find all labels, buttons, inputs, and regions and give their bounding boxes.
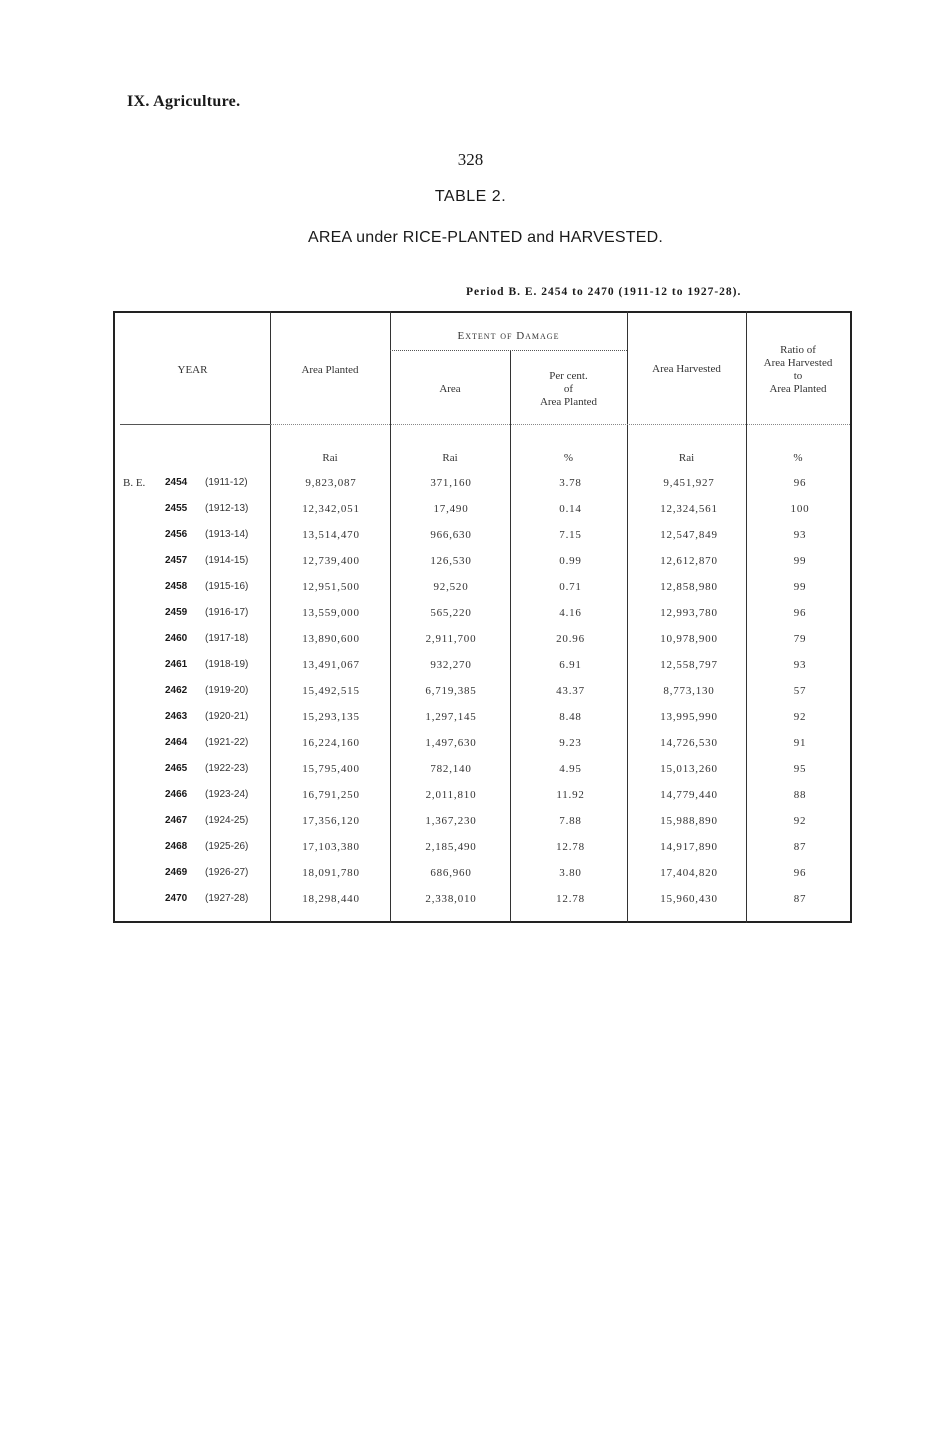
header-area-planted: Area Planted: [301, 364, 359, 376]
page-number: 328: [457, 150, 484, 169]
table-row: 2468 (1925-26) 17,103,380 2,185,490 12.78 14,917,890 87: [165, 841, 807, 853]
unit-per-cent: %: [563, 452, 574, 464]
header-year: YEAR: [177, 364, 208, 376]
table-row: 2465 (1922-23) 15,795,400 782,140 4.95 15,013,260 95: [165, 763, 807, 775]
era-label: B. E.: [123, 477, 146, 489]
table-title: TABLE 2.: [434, 188, 507, 205]
table-row: 2469 (1926-27) 18,091,780 686,960 3.80 17,404,820 96: [165, 867, 807, 879]
table-row: 2463 (1920-21) 15,293,135 1,297,145 8.48 13,995,990 92: [165, 711, 807, 723]
table-row: 2470 (1927-28) 18,298,440 2,338,010 12.78 15,960,430 87: [165, 893, 807, 905]
header-rule: [120, 424, 270, 425]
table-row: 2455 (1912-13) 12,342,051 17,490 0.14 12,324,561 100: [165, 503, 810, 515]
table-row: 2464 (1921-22) 16,224,160 1,497,630 9.23 14,726,530 91: [165, 737, 807, 749]
unit-area-planted: Rai: [322, 452, 338, 464]
table-row: 2467 (1924-25) 17,356,120 1,367,230 7.88 15,988,890 92: [165, 815, 807, 827]
table-row: 2461 (1918-19) 13,491,067 932,270 6.91 12,558,797 93: [165, 659, 807, 671]
unit-area-harvested: Rai: [678, 452, 695, 464]
header-rule: [390, 350, 627, 351]
table-row: 2460 (1917-18) 13,890,600 2,911,700 20.96 10,978,900 79: [165, 633, 807, 645]
table-subtitle: AREA under RICE-PLANTED and HARVESTED.: [308, 229, 663, 246]
header-area-harvested: Area Harvested: [652, 363, 721, 375]
period-label: Period B. E. 2454 to 2470 (1911-12 to 1927-28).: [466, 286, 742, 298]
table-row: 2458 (1915-16) 12,951,500 92,520 0.71 12,858,980 99: [165, 581, 807, 593]
header-ratio: Ratio of Area Harvested to Area Planted: [763, 344, 833, 395]
table-row: B. E. 2454 (1911-12) 9,823,087 371,160 3.78 9,451,927 96: [123, 477, 807, 489]
table-row: 2459 (1916-17) 13,559,000 565,220 4.16 12,993,780 96: [165, 607, 807, 619]
section-heading: IX. Agriculture.: [127, 93, 241, 110]
table-row: 2456 (1913-14) 13,514,470 966,630 7.15 12,547,849 93: [165, 529, 807, 541]
table-row: 2462 (1919-20) 15,492,515 6,719,385 43.37 8,773,130 57: [165, 685, 807, 697]
header-per-cent: Per cent. of Area Planted: [539, 370, 598, 408]
unit-area: Rai: [442, 452, 458, 464]
table-row: 2466 (1923-24) 16,791,250 2,011,810 11.92 14,779,440 88: [165, 789, 807, 801]
table-row: 2457 (1914-15) 12,739,400 126,530 0.99 12,612,870 99: [165, 555, 807, 567]
header-rule: [270, 424, 850, 425]
header-area: Area: [439, 383, 461, 395]
unit-ratio: %: [793, 452, 803, 464]
header-extent-of-damage: Extent of Damage: [457, 330, 560, 342]
